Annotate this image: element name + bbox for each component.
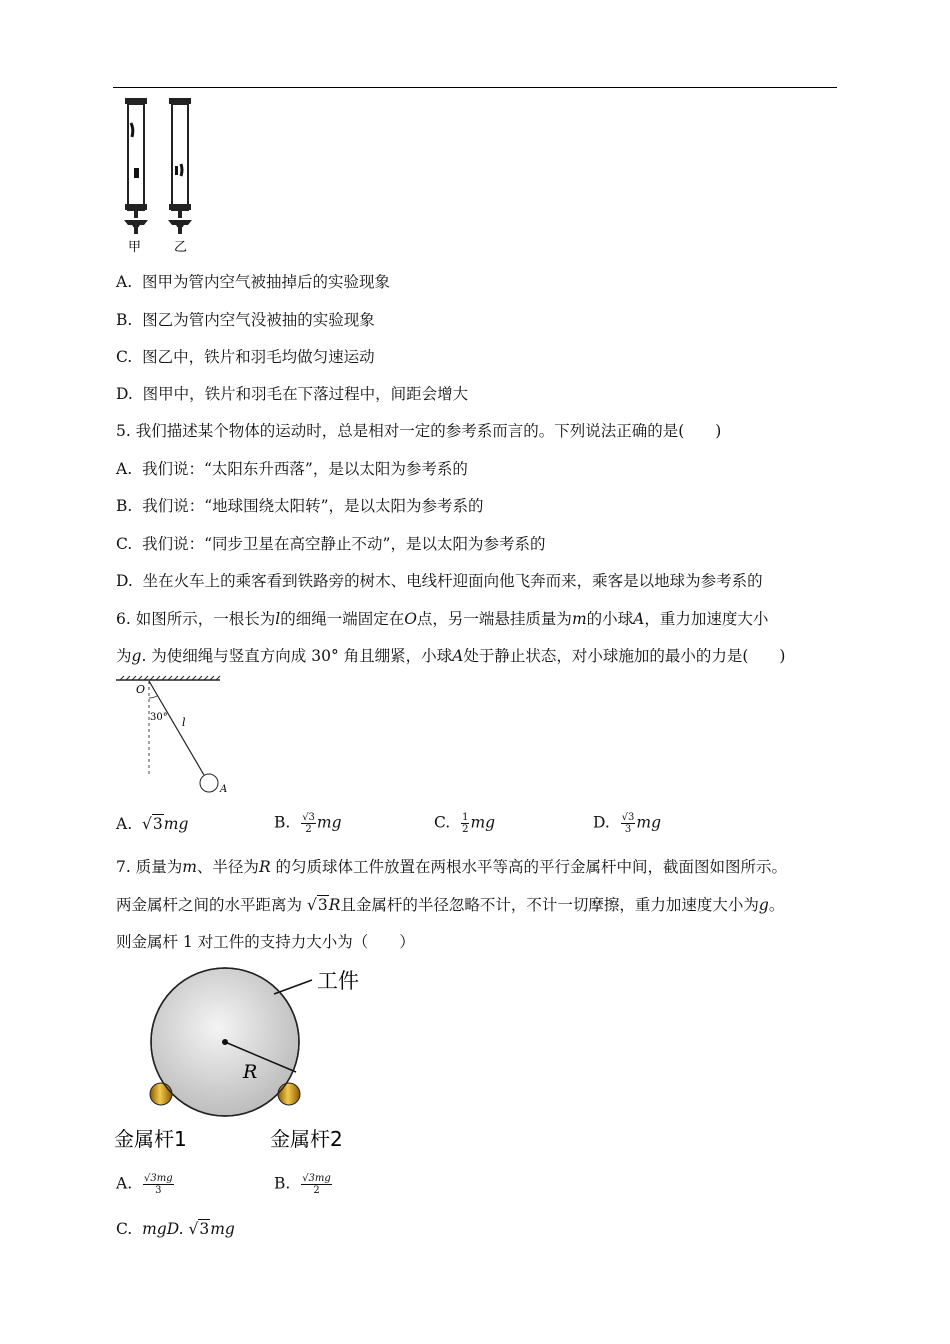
q7-stem-line3: 则金属杆 1 对工件的支持力大小为（ ） <box>116 933 415 951</box>
vacuum-tubes-figure <box>118 96 208 256</box>
pendulum-label-angle: 30° <box>150 712 168 723</box>
tube-label-yi: 乙 <box>174 240 188 255</box>
label-rod-1: 金属杆1 <box>114 1127 187 1151</box>
q6-option-c: C. $\frac{1}{2}$ mg <box>434 812 496 835</box>
q5-option-b: B. 我们说：“地球围绕太阳转”，是以太阳为参考系的 <box>116 497 484 515</box>
header-rule <box>113 87 837 88</box>
q5-option-d: D. 坐在火车上的乘客看到铁路旁的树木、电线杆迎面向他飞奔而来，乘客是以地球为参考系的 <box>116 572 763 590</box>
pendulum-label-l: l <box>182 716 186 729</box>
label-radius: R <box>243 1061 258 1083</box>
q7-stem-line2: 两金属杆之间的水平距离为 √3R且金属杆的半径忽略不计，不计一切摩擦，重力加速度大小为g。 <box>116 896 785 914</box>
q6-option-b: B. $\frac{√3}{2}$ mg <box>274 812 342 835</box>
pendulum-ball <box>200 774 218 792</box>
sphere-on-rods-figure <box>112 962 372 1162</box>
q7-option-a: A. $\frac{√3mg}{3}$ <box>116 1173 173 1196</box>
pendulum-label-o: O <box>136 683 146 696</box>
q6-option-d: D. $\frac{√3}{3}$ mg <box>593 812 662 835</box>
q4-option-a: A. 图甲为管内空气被抽掉后的实验现象 <box>116 273 390 291</box>
label-workpiece: 工件 <box>317 969 359 993</box>
tube-yi <box>168 98 192 234</box>
q5-option-a: A. 我们说：“太阳东升西落”，是以太阳为参考系的 <box>116 460 468 478</box>
tube-label-jia: 甲 <box>128 240 142 255</box>
q6-stem-line2: 为g. 为使细绳与竖直方向成 30° 角且绷紧，小球A处于静止状态，对小球施加的最小的力是( ) <box>116 647 786 665</box>
metal-rod-1 <box>150 1083 172 1105</box>
tube-jia <box>124 98 148 234</box>
q7-option-b: B. $\frac{√3mg}{2}$ <box>274 1173 331 1196</box>
metal-rod-2 <box>278 1083 300 1105</box>
q4-option-c: C. 图乙中，铁片和羽毛均做匀速运动 <box>116 348 375 366</box>
q5-option-c: C. 我们说：“同步卫星在高空静止不动”，是以太阳为参考系的 <box>116 535 546 553</box>
q5-stem: 5. 我们描述某个物体的运动时，总是相对一定的参考系而言的。下列说法正确的是( ) <box>116 422 722 440</box>
q6-option-a: A. √3mg <box>116 815 189 833</box>
pendulum-figure <box>112 676 242 801</box>
q7-option-c-d: C. mgD. √3mg <box>116 1220 235 1238</box>
q7-stem-line1: 7. 质量为m、半径为R 的匀质球体工件放置在两根水平等高的平行金属杆中间，截面图如图所示。 <box>116 858 788 876</box>
label-rod-2: 金属杆2 <box>270 1127 343 1151</box>
q4-option-b: B. 图乙为管内空气没被抽的实验现象 <box>116 311 375 329</box>
q4-option-d: D. 图甲中，铁片和羽毛在下落过程中，间距会增大 <box>116 385 469 403</box>
pendulum-label-a: A <box>220 784 228 795</box>
q6-stem-line1: 6. 如图所示，一根长为l的细绳一端固定在O点，另一端悬挂质量为m的小球A，重力加速度大小 <box>116 610 769 628</box>
